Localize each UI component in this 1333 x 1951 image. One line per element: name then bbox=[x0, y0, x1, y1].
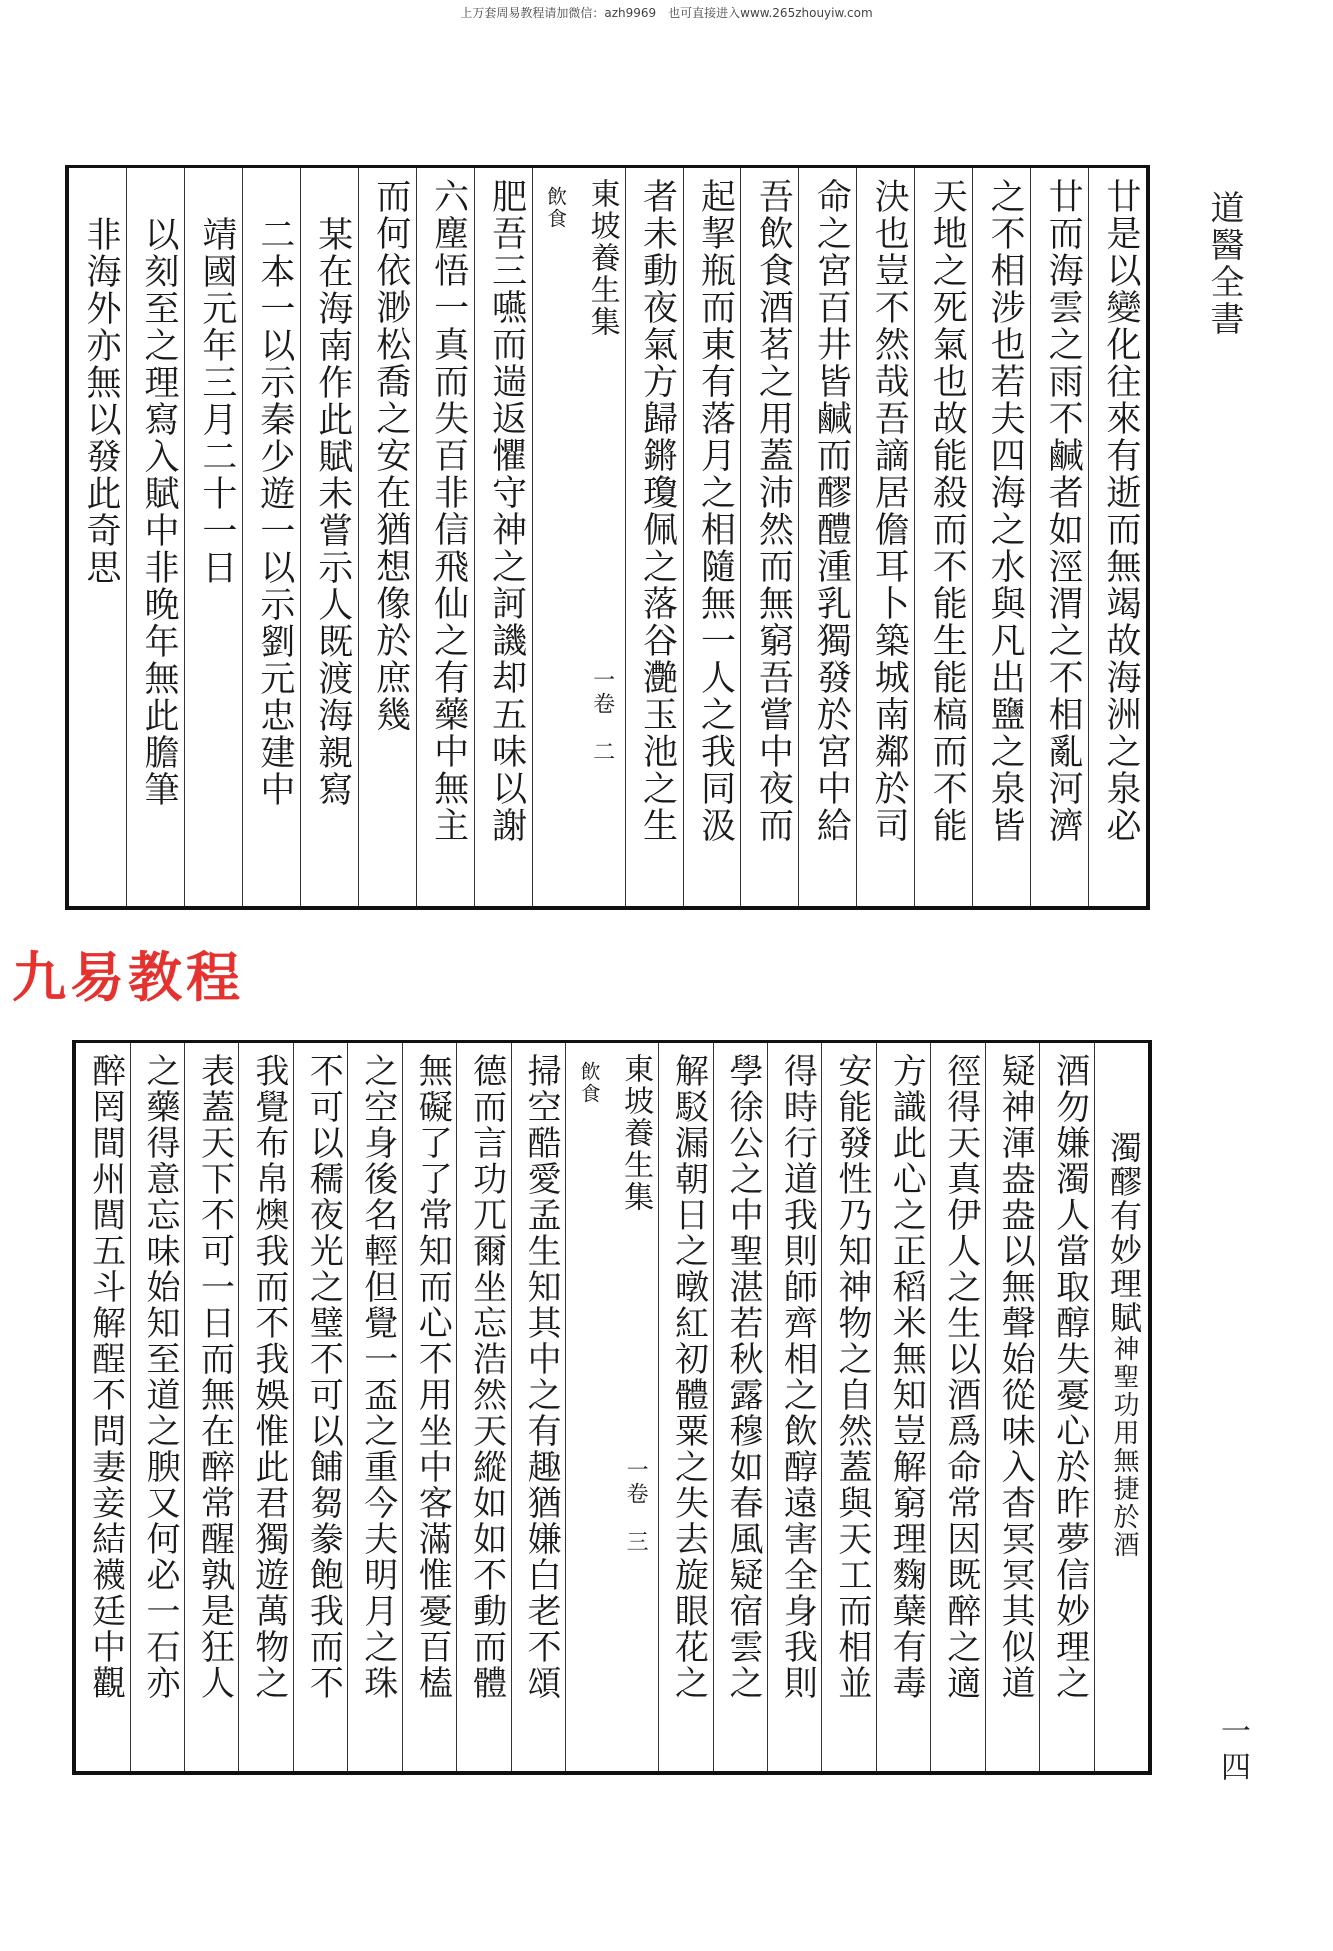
watermark-logo: 九易教程 bbox=[12, 946, 244, 1009]
text-column: 六塵悟一真而失百非信飛仙之有藥中無主 bbox=[417, 168, 475, 906]
text-column: 者未動夜氣方歸鏘瓊佩之落谷灔玉池之生 bbox=[626, 168, 684, 906]
text-column: 安能發性乃知神物之自然蓋與天工而相並 bbox=[822, 1043, 876, 1771]
text-column: 廿是以變化往來有逝而無竭故海洲之泉必 bbox=[1101, 178, 1141, 844]
text-column: 解駁漏朝日之暾紅初體粟之失去旋眼花之 bbox=[659, 1043, 713, 1771]
section-header-note: 神聖功用無捷於酒 bbox=[1109, 1335, 1139, 1559]
text-column: 命之宮百井皆鹹而醪醴湩乳獨發於宮中給 bbox=[799, 168, 857, 906]
fold-column bbox=[566, 1043, 659, 1771]
text-column: 得時行道我則師齊相之飲醇遠害全身我則 bbox=[768, 1043, 822, 1771]
text-column: 學徐公之中聖湛若秋露穆如春風疑宿雲之 bbox=[714, 1043, 768, 1771]
book-title: 道醫全書 bbox=[1204, 190, 1244, 338]
text-column: 吾飲食酒茗之用蓋沛然而無窮吾嘗中夜而 bbox=[741, 168, 799, 906]
note-column: 以刻至之理寫入賦中非晚年無此膽筆 bbox=[127, 168, 185, 906]
text-column: 不可以穤夜光之璧不可以餔芻豢飽我而不 bbox=[294, 1043, 348, 1771]
text-column: 決也豈不然哉吾謫居儋耳卜築城南鄰於司 bbox=[857, 168, 915, 906]
text-column: 之不相涉也若夫四海之水與凡出鹽之泉皆 bbox=[973, 168, 1031, 906]
fold-book-title: 東坡養生集 bbox=[584, 178, 620, 338]
top-banner: 上万套周易教程请加微信：azh9969 也可直接进入www.265zhouyiw.com bbox=[460, 6, 873, 20]
section-header: 濁醪有妙理賦 bbox=[1105, 1131, 1143, 1335]
text-column: 之空身後名輕但覺一盃之重今夫明月之珠 bbox=[348, 1043, 402, 1771]
text-column: 醉罔間州閭五斗解酲不問妻妾結襪廷中觀 bbox=[76, 1043, 130, 1771]
note-column: 某在海南作此賦未嘗示人既渡海親寫 bbox=[301, 168, 359, 906]
bottom-text-panel bbox=[72, 1040, 1152, 1775]
text-column: 我覺布帛燠我而不我娛惟此君獨遊萬物之 bbox=[239, 1043, 293, 1771]
fold-section: 飲食 bbox=[543, 186, 568, 230]
note-column: 靖國元年三月二十一日 bbox=[185, 168, 243, 906]
note-column: 二本一以示秦少遊一以示劉元忠建中 bbox=[243, 168, 301, 906]
text-column: 徑得天真伊人之生以酒爲命常因既醉之適 bbox=[931, 1043, 985, 1771]
page-number: 一四 bbox=[1215, 1715, 1250, 1787]
text-column: 酒勿嫌濁人當取醇失憂心於昨夢信妙理之 bbox=[1040, 1043, 1094, 1771]
fold-juan-page: 一卷 三 bbox=[623, 1458, 649, 1554]
text-column: 疑神渾盎盎以無聲始從味入杳冥冥其似道 bbox=[986, 1043, 1040, 1771]
fold-column bbox=[533, 168, 626, 906]
text-column: 德而言功兀爾坐忘浩然天縱如如不動而體 bbox=[457, 1043, 511, 1771]
text-column: 掃空酷愛孟生知其中之有趣猶嫌白老不頌 bbox=[512, 1043, 566, 1771]
text-column: 肥吾三嚥而遄返懼守神之訶譏却五味以謝 bbox=[475, 168, 533, 906]
section-header-column bbox=[1095, 1043, 1148, 1771]
fold-book-title: 東坡養生集 bbox=[618, 1053, 654, 1213]
text-column: 天地之死氣也故能殺而不能生能槁而不能 bbox=[915, 168, 973, 906]
top-text-panel bbox=[65, 165, 1150, 910]
text-column: 之藥得意忘味始知至道之腴又何必一石亦 bbox=[131, 1043, 185, 1771]
text-column: 起挈瓶而東有落月之相隨無一人之我同汲 bbox=[684, 168, 742, 906]
text-column: 方識此心之正稻米無知豈解窮理麴蘖有毒 bbox=[877, 1043, 931, 1771]
text-column: 表蓋天下不可一日而無在醉常醒孰是狂人 bbox=[185, 1043, 239, 1771]
text-column: 無礙了了常知而心不用坐中客滿惟憂百榼 bbox=[403, 1043, 457, 1771]
fold-juan-page: 一卷 二 bbox=[589, 668, 615, 764]
fold-section: 飲食 bbox=[577, 1061, 602, 1105]
text-column: 而何依渺松喬之安在猶想像於庶幾 bbox=[359, 168, 417, 906]
note-column: 非海外亦無以發此奇思 bbox=[69, 168, 127, 906]
text-column: 廿而海雲之雨不鹹者如涇渭之不相亂河濟 bbox=[1031, 168, 1089, 906]
